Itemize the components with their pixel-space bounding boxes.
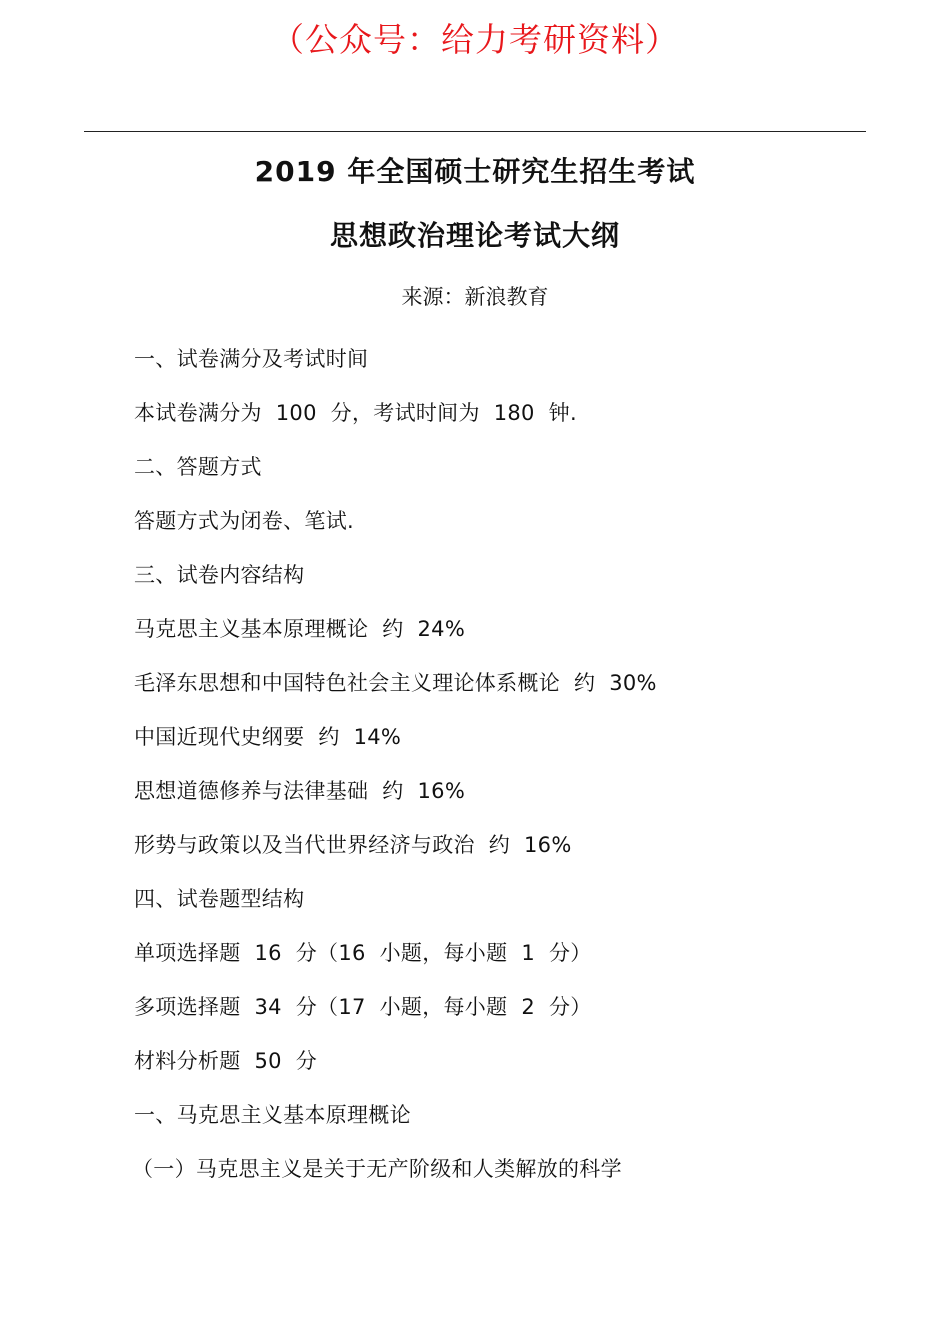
section-heading: 四、试卷题型结构 [134,887,305,911]
watermark-header: （公众号：给力考研资料） [271,20,679,59]
section-heading: 二、答题方式 [134,455,262,479]
question-type-item: 材料分析题 50 分 [134,1049,318,1073]
header-divider [84,131,866,132]
source-line: 来源：新浪教育 [401,285,549,309]
document-title-line-1: 2019 年全国硕士研究生招生考试 [254,155,696,188]
subsection-heading: （一）马克思主义是关于无产阶级和人类解放的科学 [132,1157,622,1181]
content-item: 马克思主义基本原理概论 约 24% [134,617,466,641]
paragraph: 本试卷满分为 100 分，考试时间为 180 钟. [134,401,577,425]
section-heading: 三、试卷内容结构 [134,563,305,587]
content-item: 毛泽东思想和中国特色社会主义理论体系概论 约 30% [134,671,657,695]
content-item: 中国近现代史纲要 约 14% [134,725,402,749]
question-type-item: 单项选择题 16 分（16 小题，每小题 1 分） [134,941,592,965]
document-title-line-2: 思想政治理论考试大纲 [329,219,620,252]
content-item: 形势与政策以及当代世界经济与政治 约 16% [134,833,572,857]
paragraph: 答题方式为闭卷、笔试. [134,509,354,533]
content-item: 思想道德修养与法律基础 约 16% [134,779,466,803]
section-heading: 一、试卷满分及考试时间 [134,347,369,371]
question-type-item: 多项选择题 34 分（17 小题，每小题 2 分） [134,995,592,1019]
content-body [134,344,657,1208]
chapter-heading: 一、马克思主义基本原理概论 [134,1103,411,1127]
